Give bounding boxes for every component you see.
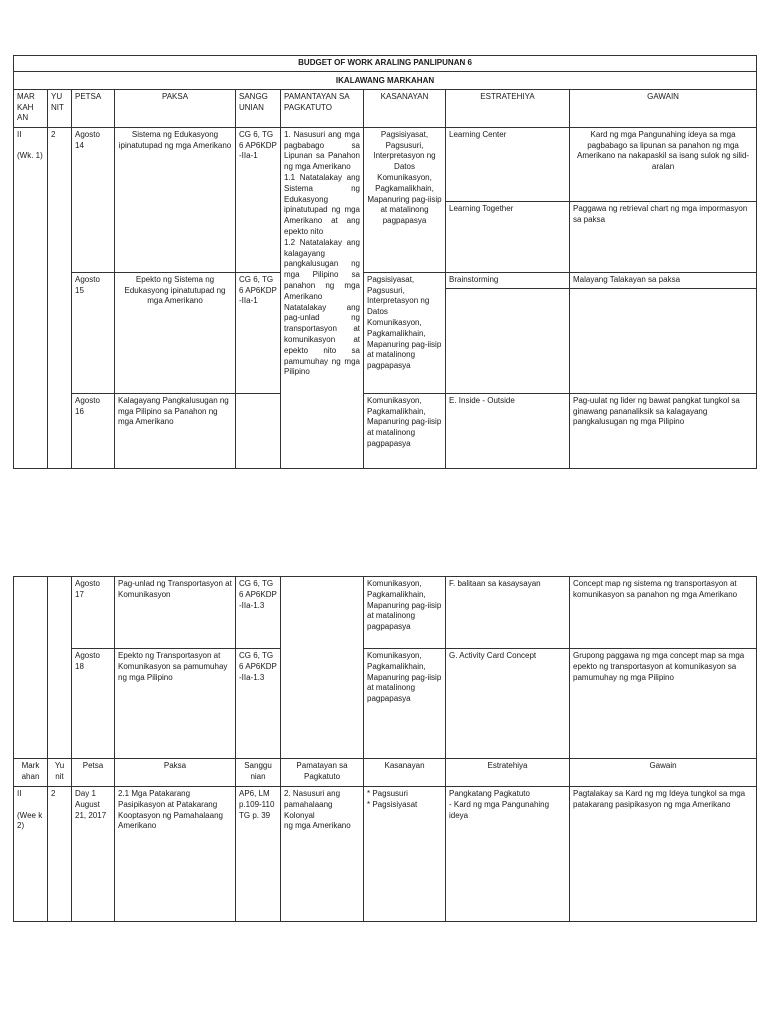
paksa-cell: Epekto ng Sistema ng Edukasyong ipinatutupad ng mga Amerikano <box>115 272 236 393</box>
gawain-cell <box>570 288 757 393</box>
budget-table-week2 <box>13 576 757 922</box>
gawain-cell: Malayang Talakayan sa paksa <box>570 272 757 288</box>
budget-table-week1 <box>13 55 757 469</box>
header-petsa: Petsa <box>72 759 115 787</box>
pamantayan-cell <box>281 577 364 759</box>
header-estratehiya: ESTRATEHIYA <box>446 89 570 127</box>
document-title: BUDGET OF WORK ARALING PANLIPUNAN 6 <box>14 56 757 72</box>
paksa-cell: Sistema ng Edukasyong ipinatutupad ng mga Amerikano <box>115 127 236 272</box>
yunit-cell: 2 <box>48 127 72 468</box>
yunit-cell: 2 <box>48 787 72 922</box>
header-sanggunian: SANGG UNIAN <box>236 89 281 127</box>
paksa-cell: 2.1 Mga Patakarang Pasipikasyon at Patakarang Kooptasyon ng Pamahalaang Amerikano <box>115 787 236 922</box>
kasanayan-cell: Komunikasyon, Pagkamalikhain, Mapanuring pag-iisip at matalinong pagpapasya <box>364 393 446 468</box>
markahan-cell: II (Wk. 1) <box>14 127 48 468</box>
header-estratehiya: Estratehiya <box>446 759 570 787</box>
sanggunian-cell: CG 6, TG 6 AP6KDP -IIa-1.3 <box>236 577 281 649</box>
paksa-cell: Pag-unlad ng Transportasyon at Komunikasyon <box>115 577 236 649</box>
header-markahan: MAR KAH AN <box>14 89 48 127</box>
estratehiya-cell <box>446 288 570 393</box>
kasanayan-cell: Pagsisiyasat, Pagsusuri, Interpretasyon ng Datos Komunikasyon, Pagkamalikhain, Mapanuring pag-iisip at matalinong pagpapasya <box>364 127 446 272</box>
petsa-cell: Agosto 18 <box>72 649 115 759</box>
header-pamantayan: Pamatayan sa Pagkatuto <box>281 759 364 787</box>
header-yunit: Yu nit <box>48 759 72 787</box>
gawain-cell: Concept map ng sistema ng transportasyon at komunikasyon sa panahon ng mga Amerikano <box>570 577 757 649</box>
sanggunian-cell: CG 6, TG 6 AP6KDP -IIa-1.3 <box>236 649 281 759</box>
header-gawain: GAWAIN <box>570 89 757 127</box>
header-sanggunian: Sanggu nian <box>236 759 281 787</box>
sanggunian-cell: CG 6, TG 6 AP6KDP -IIa-1 <box>236 127 281 272</box>
kasanayan-cell: Pagsisiyasat, Pagsusuri, Interpretasyon ng Datos Komunikasyon, Pagkamalikhain, Mapanuring pag-iisip at matalinong pagpapasya <box>364 272 446 393</box>
header-gawain: Gawain <box>570 759 757 787</box>
header-kasanayan: KASANAYAN <box>364 89 446 127</box>
gawain-cell: Pagtalakay sa Kard ng mg Ideya tungkol sa mga patakarang pasipikasyon ng mga Amerikano <box>570 787 757 922</box>
sanggunian-cell: CG 6, TG 6 AP6KDP -IIa-1 <box>236 272 281 393</box>
petsa-cell: Agosto 16 <box>72 393 115 468</box>
header-paksa: Paksa <box>115 759 236 787</box>
petsa-cell: Agosto 14 <box>72 127 115 272</box>
gawain-cell: Pag-uulat ng lider ng bawat pangkat tungkol sa ginawang pananaliksik sa kalagayang pangkalusugan ng mga Pilipino <box>570 393 757 468</box>
estratehiya-cell: F. balitaan sa kasaysayan <box>446 577 570 649</box>
estratehiya-cell: Brainstorming <box>446 272 570 288</box>
header-yunit: YU NIT <box>48 89 72 127</box>
sanggunian-cell: AP6, LM p.109-110 TG p. 39 <box>236 787 281 922</box>
header-petsa: PETSA <box>72 89 115 127</box>
quarter-title: IKALAWANG MARKAHAN <box>14 71 757 89</box>
kasanayan-cell: Komunikasyon, Pagkamalikhain, Mapanuring pag-iisip at matalinong pagpapasya <box>364 577 446 649</box>
estratehiya-cell: Learning Together <box>446 201 570 272</box>
gawain-cell: Paggawa ng retrieval chart ng mga impormasyon sa paksa <box>570 201 757 272</box>
paksa-cell: Kalagayang Pangkalusugan ng mga Pilipino sa Panahon ng mga Amerikano <box>115 393 236 468</box>
sanggunian-cell <box>236 393 281 468</box>
kasanayan-cell: Komunikasyon, Pagkamalikhain, Mapanuring pag-iisip at matalinong pagpapasya <box>364 649 446 759</box>
estratehiya-cell: Pangkatang Pagkatuto - Kard ng mga Pangunahing ideya <box>446 787 570 922</box>
estratehiya-cell: G. Activity Card Concept <box>446 649 570 759</box>
header-pamantayan: PAMANTAYAN SA PAGKATUTO <box>281 89 364 127</box>
markahan-cell <box>14 577 48 759</box>
petsa-cell: Day 1 August 21, 2017 <box>72 787 115 922</box>
pamantayan-cell: 2. Nasusuri ang pamahalaang Kolonyal ng mga Amerikano <box>281 787 364 922</box>
kasanayan-cell: * Pagsusuri * Pagsisiyasat <box>364 787 446 922</box>
petsa-cell: Agosto 15 <box>72 272 115 393</box>
gawain-cell: Kard ng mga Pangunahing ideya sa mga pagbabago sa lipunan sa panahon ng mga Amerikano na nakapaskil sa isang sulok ng silid-aralan <box>570 127 757 201</box>
gawain-cell: Grupong paggawa ng mga concept map sa mga epekto ng transportasyon at komunikasyon sa pamumuhay ng mga Pilipino <box>570 649 757 759</box>
petsa-cell: Agosto 17 <box>72 577 115 649</box>
estratehiya-cell: E. Inside - Outside <box>446 393 570 468</box>
markahan-cell: II (Wee k 2) <box>14 787 48 922</box>
paksa-cell: Epekto ng Transportasyon at Komunikasyon sa pamumuhay ng mga Pilipino <box>115 649 236 759</box>
header-paksa: PAKSA <box>115 89 236 127</box>
yunit-cell <box>48 577 72 759</box>
pamantayan-cell: 1. Nasusuri ang mga pagbabago sa Lipunan sa Panahon ng mga Amerikano 1.1 Natatalakay ang Sistema ng Edukasyong ipinatutupad ng mga Amerikano at ang epekto nito 1.2 Natatalakay ang kalagayang pangkalusugan ng mga Pilipino sa panahon ng mga Amerikano Natatalakay ang pag-unlad ng transportasyon at komunikasyon at epekto nito sa pamumuhay ng mga Pilipino <box>281 127 364 468</box>
estratehiya-cell: Learning Center <box>446 127 570 201</box>
header-kasanayan: Kasanayan <box>364 759 446 787</box>
header-markahan: Mark ahan <box>14 759 48 787</box>
